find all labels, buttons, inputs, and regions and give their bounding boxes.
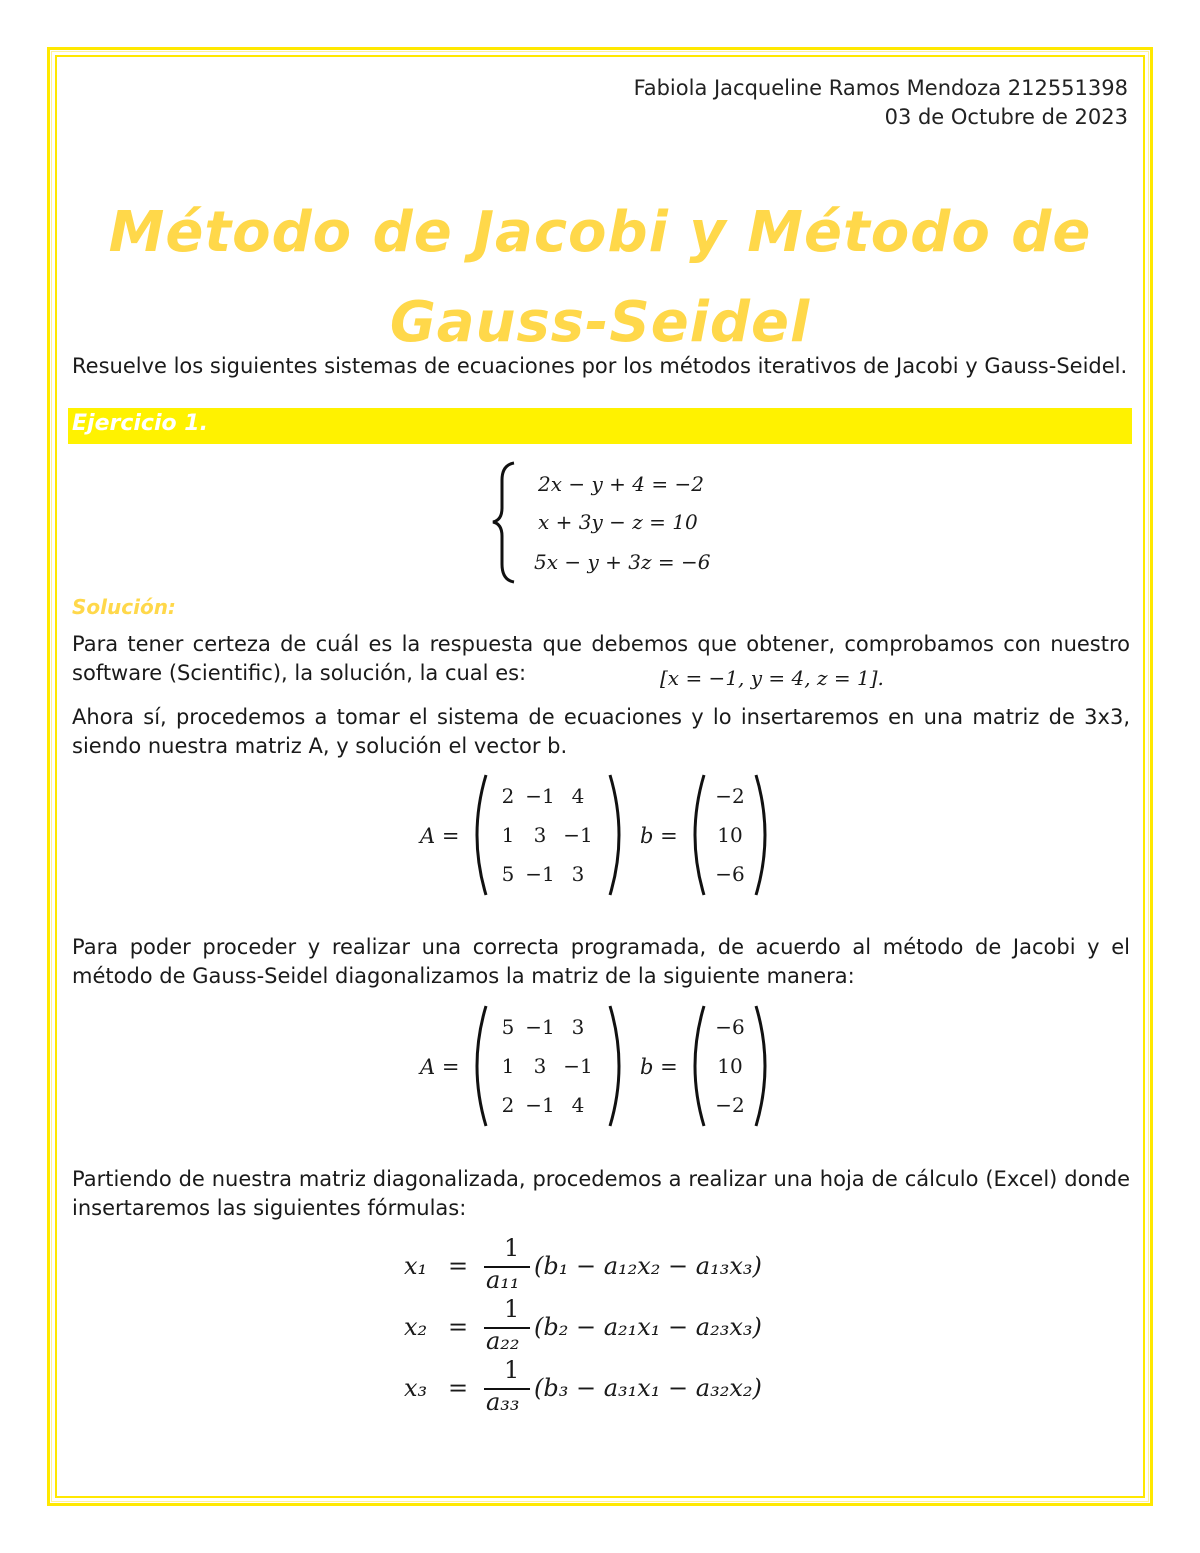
exercise-banner xyxy=(68,408,1132,444)
matrix-a-cell: −1 xyxy=(525,862,555,886)
document-title xyxy=(72,188,1128,368)
author-name: Fabiola Jacqueline Ramos Mendoza 212551398 xyxy=(633,76,1128,100)
matrix-a-diag-right-paren-icon xyxy=(606,1003,630,1129)
matrix-a-diag-cell: 2 xyxy=(501,1093,515,1117)
formula-denominator: a₂₂ xyxy=(486,1327,520,1355)
formula-row xyxy=(404,1234,824,1294)
equation-3: 5x − y + 3z = −6 xyxy=(534,550,711,574)
vector-b-diag-cell: 10 xyxy=(717,1054,743,1078)
formula-lhs: x₂ xyxy=(404,1313,428,1341)
formula-rhs: (b₁ − a₁₂x₂ − a₁₃x₃) xyxy=(534,1252,762,1280)
intro-paragraph: Resuelve los siguientes sistemas de ecuaciones por los métodos iterativos de Jacobi y Gauss-Seidel. xyxy=(72,354,1128,378)
matrix-a-cell: 3 xyxy=(533,823,547,847)
vector-b-cell: −2 xyxy=(715,784,745,808)
matrix-a-diag-cell: −1 xyxy=(525,1015,555,1039)
solution-label: Solución: xyxy=(72,595,176,619)
left-brace-icon xyxy=(490,460,520,585)
formula-numerator: 1 xyxy=(504,1234,520,1262)
matrix-a-cell: 1 xyxy=(501,823,515,847)
matrix-a-cell: 3 xyxy=(571,862,585,886)
formula-equals: = xyxy=(448,1374,469,1402)
formula-denominator: a₁₁ xyxy=(486,1266,520,1294)
matrix-a-cell: −1 xyxy=(525,784,555,808)
matrix-a-diag-cell: 3 xyxy=(571,1015,585,1039)
formula-rhs: (b₂ − a₂₁x₁ − a₂₃x₃) xyxy=(534,1313,762,1341)
formula-lhs: x₃ xyxy=(404,1374,428,1402)
formula-numerator: 1 xyxy=(504,1356,520,1384)
matrix-a-diag-cell: −1 xyxy=(563,1054,593,1078)
title-line-1: Método de Jacobi y Método de xyxy=(108,200,1092,265)
matrix-a-label: A = xyxy=(420,824,460,848)
vector-b-diag-label: b = xyxy=(640,1055,678,1079)
title-line-2: Gauss-Seidel xyxy=(389,290,811,355)
matrix-a-cell: 5 xyxy=(501,862,515,886)
matrix-a-cell: −1 xyxy=(563,823,593,847)
matrix-a-diag-cell: −1 xyxy=(525,1093,555,1117)
matrix-a-diag-label: A = xyxy=(420,1055,460,1079)
vector-b-cell: −6 xyxy=(715,862,745,886)
formula-row xyxy=(404,1295,824,1355)
formula-lhs: x₁ xyxy=(404,1252,428,1280)
paragraph-formulas-intro: Partiendo de nuestra matriz diagonalizada, procedemos a realizar una hoja de cálculo (Excel) donde insertaremos las siguientes fórmulas: xyxy=(72,1167,1130,1220)
matrix-a-cell: 4 xyxy=(571,784,585,808)
formula-equals: = xyxy=(448,1313,469,1341)
formula-denominator: a₃₃ xyxy=(486,1388,520,1416)
equation-1: 2x − y + 4 = −2 xyxy=(538,472,704,496)
vector-b-diag-cell: −2 xyxy=(715,1093,745,1117)
document-header xyxy=(634,74,1128,132)
formula-equals: = xyxy=(448,1252,469,1280)
formula-numerator: 1 xyxy=(504,1295,520,1323)
exercise-label: Ejercicio 1. xyxy=(72,411,208,436)
paragraph-diagonalize: Para poder proceder y realizar una correcta programada, de acuerdo al método de Jacobi y el método de Gauss-Seidel diagonalizamos la matriz de la siguiente manera: xyxy=(72,935,1130,988)
matrix-a-right-paren-icon xyxy=(606,772,630,898)
vector-b-diag-cell: −6 xyxy=(715,1015,745,1039)
solution-inline: [x = −1, y = 4, z = 1]. xyxy=(660,666,884,690)
formula-rhs: (b₃ − a₃₁x₁ − a₃₂x₂) xyxy=(534,1374,762,1402)
equation-2: x + 3y − z = 10 xyxy=(538,510,698,534)
paragraph-verification xyxy=(72,630,1130,688)
paragraph-verification-text: Para tener certeza de cuál es la respuesta que debemos que obtener, comprobamos con nuestro software (Scientific), la solución, la cual es: xyxy=(72,632,1130,685)
vector-b-label: b = xyxy=(640,824,678,848)
matrix-a-diag-cell: 1 xyxy=(501,1054,515,1078)
paragraph-matrix-intro: Ahora sí, procedemos a tomar el sistema de ecuaciones y lo insertaremos en una matriz de 3x3, siendo nuestra matriz A, y solución el vector b. xyxy=(72,705,1130,758)
matrix-a-diag-cell: 4 xyxy=(571,1093,585,1117)
matrix-a-cell: 2 xyxy=(501,784,515,808)
vector-b-cell: 10 xyxy=(717,823,743,847)
document-date: 03 de Octubre de 2023 xyxy=(884,105,1128,129)
matrix-a-diag-cell: 5 xyxy=(501,1015,515,1039)
matrix-a-diag-cell: 3 xyxy=(533,1054,547,1078)
formula-row xyxy=(404,1356,824,1416)
